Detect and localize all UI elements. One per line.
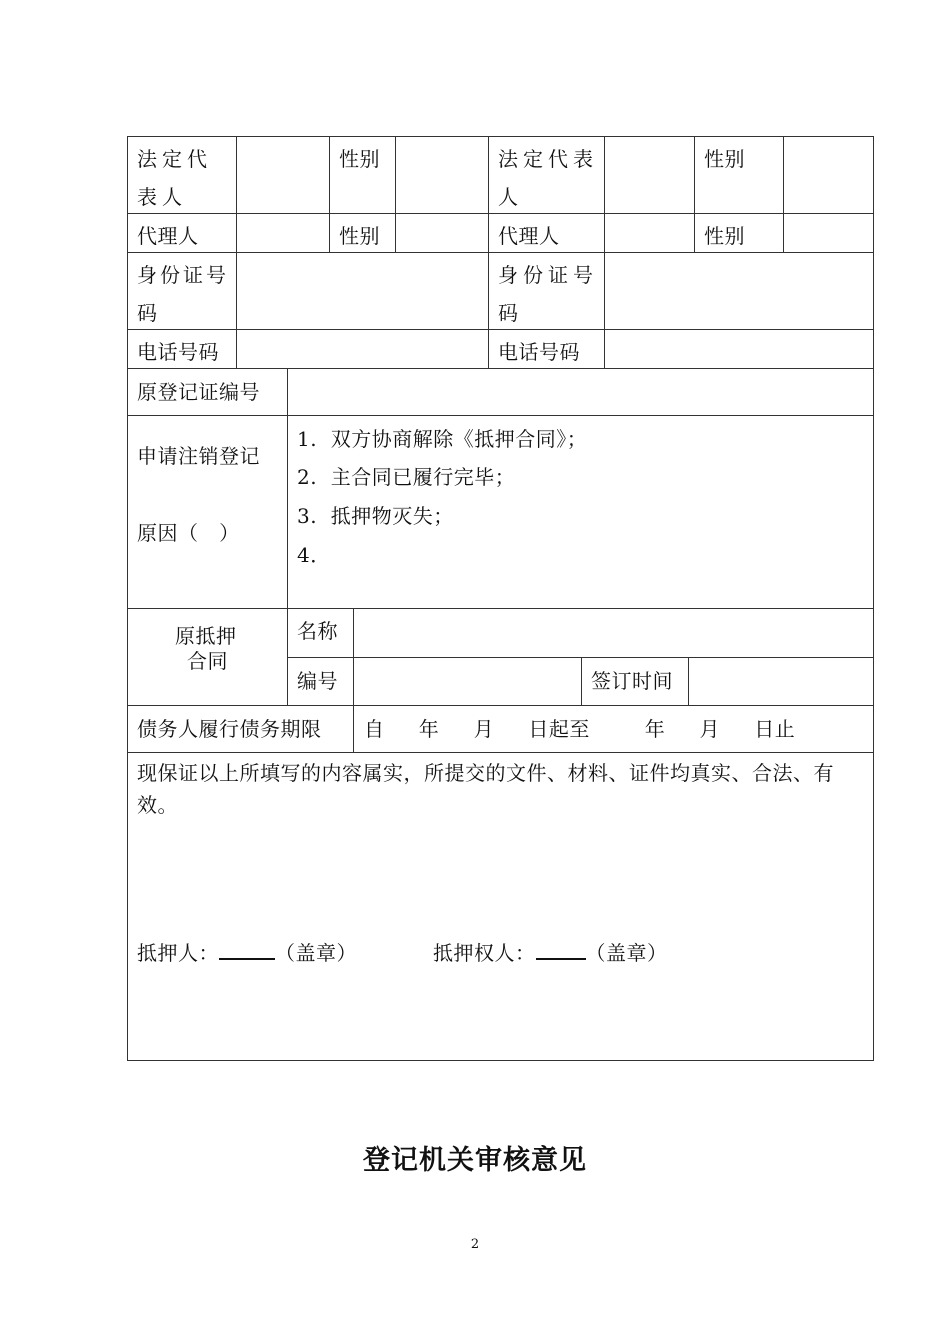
legal-rep-label-right: 法定代表人	[498, 147, 598, 209]
contract-name-field[interactable]	[354, 609, 873, 657]
column-divider	[581, 657, 582, 706]
reason-option-4[interactable]: 4．	[297, 543, 331, 567]
mortgagor-seal-label: （盖章）	[275, 941, 357, 965]
reason-option-2[interactable]: 2. 主合同已履行完毕；	[297, 465, 516, 489]
agent-gender-field-right[interactable]	[784, 214, 873, 252]
phone-label-right: 电话号码	[498, 340, 580, 364]
column-divider	[287, 368, 288, 706]
column-divider	[329, 136, 330, 253]
gender-field-right[interactable]	[784, 137, 873, 213]
contract-number-field[interactable]	[354, 658, 581, 705]
agent-field-right[interactable]	[605, 214, 694, 252]
mortgagor-label: 抵押人：	[137, 941, 219, 965]
guarantee-statement-line2: 效。	[137, 793, 178, 817]
legal-rep-field-left[interactable]	[237, 137, 329, 213]
sign-date-field[interactable]	[689, 658, 873, 705]
agent-field-left[interactable]	[237, 214, 329, 252]
page-number: 2	[470, 1237, 480, 1252]
reason-option-3[interactable]: 3. 抵押物灭失；	[297, 504, 454, 528]
id-number-field-right[interactable]	[605, 253, 873, 329]
legal-rep-field-right[interactable]	[605, 137, 694, 213]
row-divider	[127, 415, 874, 416]
id-number-field-left[interactable]	[237, 253, 488, 329]
orig-contract-label-line2: 合同	[187, 649, 228, 673]
column-divider	[694, 136, 695, 253]
table-border-bottom	[127, 1060, 874, 1061]
row-divider	[127, 752, 874, 753]
agent-label-left: 代理人	[137, 224, 199, 248]
reason-label-line2: 原因（ ）	[137, 521, 240, 545]
column-divider	[488, 136, 489, 369]
section-title: 登记机关审核意见	[363, 1145, 587, 1176]
agent-gender-label-right: 性别	[704, 224, 745, 248]
sign-date-label: 签订时间	[591, 669, 673, 693]
mortgagee-label: 抵押权人：	[433, 941, 536, 965]
agent-gender-label-left: 性别	[339, 224, 380, 248]
agent-gender-field-left[interactable]	[396, 214, 488, 252]
id-number-label-right: 身份证号码	[498, 263, 598, 325]
orig-cert-no-field[interactable]	[288, 369, 873, 415]
phone-field-right[interactable]	[605, 330, 873, 368]
id-number-label-left: 身份证号码	[137, 263, 229, 325]
legal-rep-label-left: 法定代表人	[137, 147, 212, 209]
debt-term-label: 债务人履行债务期限	[137, 717, 322, 741]
gender-label-right: 性别	[704, 147, 745, 171]
contract-name-label: 名称	[297, 619, 338, 643]
debt-term-value[interactable]: 自 年 月 日起至 年 月 日止	[364, 717, 796, 741]
mortgagor-signature-line	[137, 934, 357, 972]
mortgagor-seal-blank[interactable]	[219, 936, 275, 960]
phone-label-left: 电话号码	[137, 340, 219, 364]
mortgagee-seal-blank[interactable]	[536, 936, 586, 960]
guarantee-statement-line1: 现保证以上所填写的内容属实，所提交的文件、材料、证件均真实、合法、有	[137, 761, 834, 785]
agent-label-right: 代理人	[498, 224, 560, 248]
gender-field-left[interactable]	[396, 137, 488, 213]
reason-label-line1: 申请注销登记	[137, 444, 260, 468]
table-border-left	[127, 136, 128, 1061]
table-border-right	[873, 136, 874, 1061]
reason-option-1[interactable]: 1. 双方协商解除《抵押合同》；	[297, 427, 588, 451]
orig-cert-no-label: 原登记证编号	[137, 380, 260, 404]
contract-number-label: 编号	[297, 669, 338, 693]
row-divider	[127, 705, 874, 706]
orig-contract-label-line1: 原抵押	[175, 624, 237, 648]
gender-label-left: 性别	[339, 147, 380, 171]
mortgagee-signature-line	[433, 934, 668, 972]
mortgagee-seal-label: （盖章）	[585, 941, 668, 965]
phone-field-left[interactable]	[237, 330, 488, 368]
